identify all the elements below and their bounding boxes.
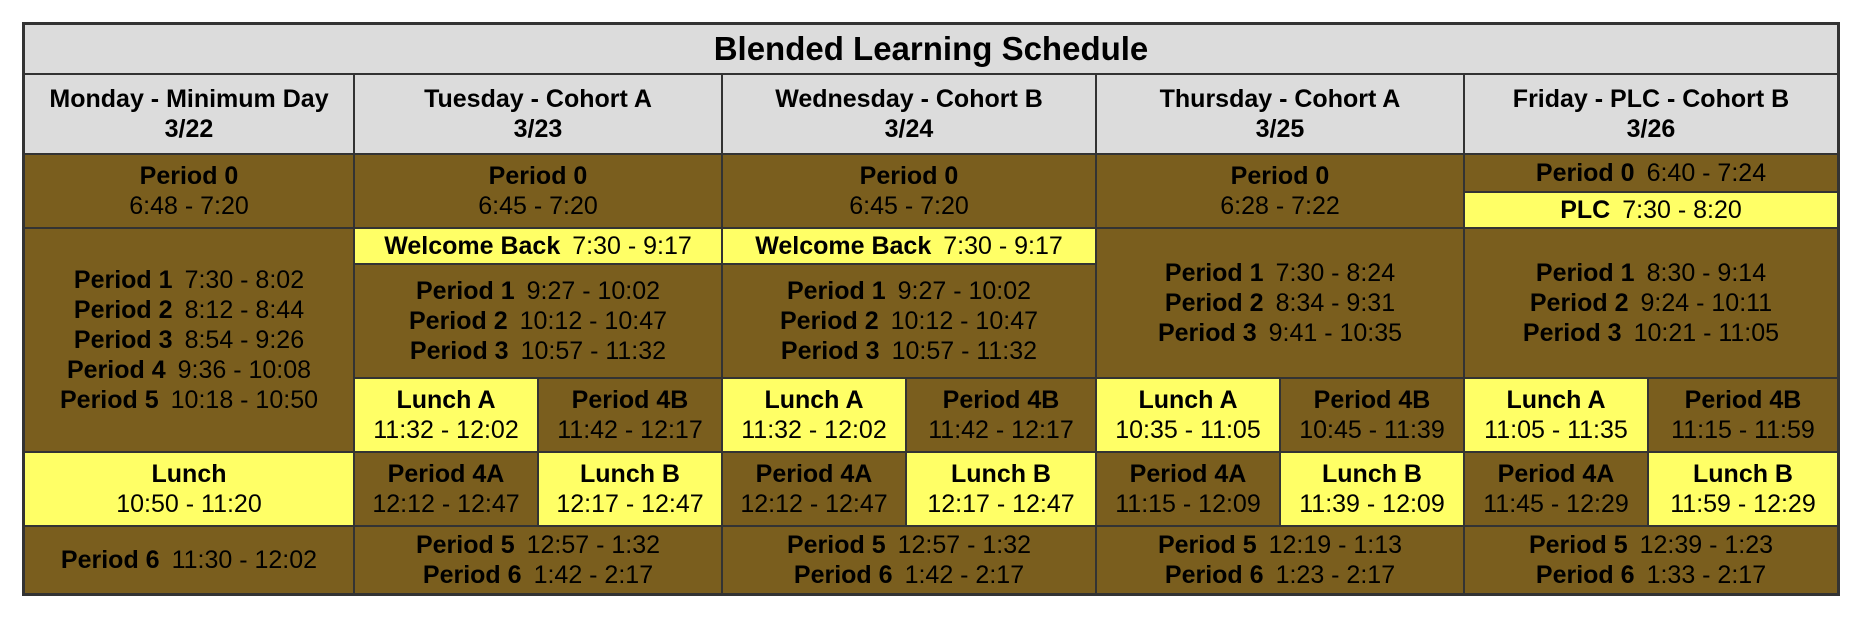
wednesday-lunch-a (722, 378, 906, 452)
monday-period-0 (24, 154, 354, 228)
lunch-label: Lunch B (580, 460, 680, 488)
period-time: 10:18 - 10:50 (170, 386, 318, 414)
period-label: Period 0 (488, 162, 588, 190)
period-label: Period 1 (1535, 259, 1635, 287)
thursday-period-0 (1096, 154, 1464, 228)
period-row (61, 545, 317, 575)
period-label: Period 6 (1535, 561, 1635, 589)
period-time: 12:12 - 12:47 (372, 490, 520, 518)
period-label: Period 3 (409, 337, 509, 365)
period-row (1158, 530, 1402, 560)
lunch-label: Lunch A (764, 386, 864, 414)
period-label: Period 4B (1684, 386, 1802, 414)
period-row (74, 265, 304, 295)
thursday-periods-5-6 (1096, 526, 1464, 594)
friday-periods-1-3 (1464, 228, 1838, 378)
period-row (794, 560, 1024, 590)
period-label: Period 0 (1230, 162, 1330, 190)
period-time: 8:30 - 9:14 (1646, 259, 1767, 287)
tuesday-periods-1-3 (354, 264, 722, 378)
period-row (1530, 288, 1772, 318)
period-time: 11:15 - 11:59 (1671, 416, 1815, 444)
thursday-period-4b (1280, 378, 1464, 452)
plc-time: 7:30 - 8:20 (1622, 196, 1742, 224)
lunch-label: Lunch A (1506, 386, 1606, 414)
monday-periods-1-5 (24, 228, 354, 452)
wednesday-periods-5-6 (722, 526, 1096, 594)
period-time: 6:28 - 7:22 (1220, 192, 1340, 220)
period-label: Period 4B (942, 386, 1060, 414)
period-time: 9:24 - 10:11 (1640, 289, 1773, 317)
lunch-time: 11:32 - 12:02 (741, 416, 887, 444)
period-row (416, 276, 660, 306)
period-row (1523, 318, 1779, 348)
wednesday-period-0 (722, 154, 1096, 228)
period-label: Period 5 (786, 531, 886, 559)
header-wednesday-name: Wednesday - Cohort B (775, 85, 1043, 113)
lunch-time: 11:39 - 12:09 (1299, 490, 1445, 518)
friday-lunch-a (1464, 378, 1648, 452)
period-time: 1:42 - 2:17 (904, 561, 1025, 589)
welcome-label: Welcome Back (755, 232, 932, 260)
period-row (1529, 530, 1773, 560)
period-label: Period 3 (73, 326, 173, 354)
header-monday (24, 74, 354, 154)
period-label: Period 4A (755, 460, 873, 488)
lunch-label: Lunch B (1322, 460, 1422, 488)
period-time: 1:42 - 2:17 (533, 561, 654, 589)
friday-period-0 (1464, 154, 1838, 192)
period-time: 6:40 - 7:24 (1646, 159, 1767, 187)
period-label: Period 1 (415, 277, 515, 305)
welcome-row (755, 231, 1063, 261)
period-row (1536, 158, 1766, 188)
period-time: 10:57 - 11:32 (891, 337, 1038, 365)
period-label: Period 5 (415, 531, 515, 559)
period-label: Period 3 (1157, 319, 1257, 347)
period-row (74, 295, 304, 325)
monday-period-6 (24, 526, 354, 594)
period-row (1165, 258, 1395, 288)
period-label: Period 6 (422, 561, 522, 589)
lunch-time: 10:35 - 11:05 (1115, 416, 1261, 444)
welcome-label: Welcome Back (384, 232, 561, 260)
lunch-label: Lunch A (1138, 386, 1238, 414)
period-row (1165, 560, 1395, 590)
period-row (1536, 560, 1766, 590)
wednesday-lunch-b (906, 452, 1096, 526)
period-label: Period 4A (1129, 460, 1247, 488)
period-time: 6:48 - 7:20 (129, 192, 249, 220)
period-label: Period 2 (73, 296, 173, 324)
period-label: Period 3 (780, 337, 880, 365)
period-label: Period 0 (1535, 159, 1635, 187)
period-label: Period 2 (409, 307, 508, 335)
schedule-table (22, 22, 1840, 596)
lunch-time: 10:50 - 11:20 (116, 490, 262, 518)
period-time: 9:36 - 10:08 (177, 356, 312, 384)
period-time: 8:34 - 9:31 (1275, 289, 1396, 317)
period-time: 8:12 - 8:44 (184, 296, 305, 324)
period-time: 6:45 - 7:20 (849, 192, 969, 220)
period-label: Period 1 (1164, 259, 1264, 287)
lunch-time: 11:59 - 12:29 (1670, 490, 1816, 518)
period-row (74, 325, 304, 355)
period-time: 10:45 - 11:39 (1299, 416, 1445, 444)
friday-period-4b (1648, 378, 1838, 452)
period-row (781, 336, 1037, 366)
period-time: 12:19 - 1:13 (1268, 531, 1403, 559)
period-time: 11:42 - 12:17 (557, 416, 703, 444)
wednesday-period-4b (906, 378, 1096, 452)
period-time: 11:42 - 12:17 (928, 416, 1074, 444)
tuesday-period-4a (354, 452, 538, 526)
period-row (787, 530, 1031, 560)
welcome-time: 7:30 - 9:17 (943, 232, 1063, 260)
period-row (410, 336, 666, 366)
lunch-time: 11:32 - 12:02 (373, 416, 519, 444)
period-time: 9:41 - 10:35 (1268, 319, 1403, 347)
period-row (787, 276, 1031, 306)
period-label: Period 1 (73, 266, 173, 294)
wednesday-periods-1-3 (722, 264, 1096, 378)
period-time: 1:33 - 2:17 (1646, 561, 1767, 589)
period-label: Period 0 (859, 162, 959, 190)
schedule-title (24, 24, 1838, 74)
monday-lunch (24, 452, 354, 526)
period-time: 12:39 - 1:23 (1639, 531, 1774, 559)
tuesday-lunch-a (354, 378, 538, 452)
period-label: Period 3 (1522, 319, 1622, 347)
header-tuesday-name: Tuesday - Cohort A (424, 85, 652, 113)
period-row (409, 306, 667, 336)
period-time: 11:30 - 12:02 (171, 546, 318, 574)
period-label: Period 6 (1164, 561, 1264, 589)
period-row (423, 560, 653, 590)
period-label: Period 2 (1164, 289, 1264, 317)
period-time: 12:57 - 1:32 (526, 531, 661, 559)
header-tuesday (354, 74, 722, 154)
header-thursday-name: Thursday - Cohort A (1159, 85, 1401, 113)
period-time: 6:45 - 7:20 (478, 192, 598, 220)
thursday-period-4a (1096, 452, 1280, 526)
plc-label: PLC (1560, 196, 1611, 224)
period-label: Period 5 (1528, 531, 1628, 559)
period-time: 7:30 - 8:24 (1275, 259, 1396, 287)
period-label: Period 2 (1529, 289, 1629, 317)
period-label: Period 6 (60, 546, 160, 574)
thursday-periods-1-3 (1096, 228, 1464, 378)
period-time: 1:23 - 2:17 (1275, 561, 1396, 589)
period-time: 12:12 - 12:47 (740, 490, 888, 518)
period-time: 8:54 - 9:26 (184, 326, 305, 354)
header-wednesday-date: 3/24 (884, 115, 934, 143)
plc-row (1560, 195, 1742, 225)
period-row (60, 385, 318, 415)
period-label: Period 5 (1157, 531, 1257, 559)
period-label: Period 4 (66, 356, 166, 384)
wednesday-period-4a (722, 452, 906, 526)
period-label: Period 2 (780, 307, 879, 335)
header-friday-date: 3/26 (1626, 115, 1676, 143)
period-time: 11:15 - 12:09 (1115, 490, 1261, 518)
period-label: Period 4B (571, 386, 689, 414)
friday-period-4a (1464, 452, 1648, 526)
lunch-label: Lunch (151, 460, 227, 488)
period-label: Period 4A (1497, 460, 1615, 488)
tuesday-period-4b (538, 378, 722, 452)
header-wednesday (722, 74, 1096, 154)
lunch-label: Lunch B (1693, 460, 1793, 488)
period-time: 12:57 - 1:32 (897, 531, 1032, 559)
header-thursday-date: 3/25 (1255, 115, 1305, 143)
period-label: Period 4B (1313, 386, 1431, 414)
lunch-time: 12:17 - 12:47 (927, 490, 1075, 518)
lunch-time: 11:05 - 11:35 (1484, 416, 1628, 444)
period-time: 10:21 - 11:05 (1633, 319, 1780, 347)
header-monday-date: 3/22 (164, 115, 214, 143)
period-time: 10:12 - 10:47 (890, 307, 1038, 335)
tuesday-lunch-b (538, 452, 722, 526)
period-label: Period 1 (786, 277, 886, 305)
period-row (780, 306, 1038, 336)
header-thursday (1096, 74, 1464, 154)
wednesday-welcome-back (722, 228, 1096, 264)
friday-plc (1464, 192, 1838, 228)
period-row (1158, 318, 1402, 348)
friday-lunch-b (1648, 452, 1838, 526)
header-tuesday-date: 3/23 (513, 115, 563, 143)
period-time: 9:27 - 10:02 (897, 277, 1032, 305)
header-monday-name: Monday - Minimum Day (49, 85, 329, 113)
thursday-lunch-a (1096, 378, 1280, 452)
period-time: 10:57 - 11:32 (520, 337, 667, 365)
period-row (1536, 258, 1766, 288)
tuesday-periods-5-6 (354, 526, 722, 594)
schedule-title-text: Blended Learning Schedule (713, 30, 1149, 68)
period-time: 7:30 - 8:02 (184, 266, 305, 294)
period-label: Period 4A (387, 460, 505, 488)
lunch-label: Lunch A (396, 386, 496, 414)
friday-periods-5-6 (1464, 526, 1838, 594)
period-time: 10:12 - 10:47 (519, 307, 667, 335)
lunch-label: Lunch B (951, 460, 1051, 488)
period-label: Period 5 (60, 386, 159, 414)
welcome-time: 7:30 - 9:17 (572, 232, 692, 260)
lunch-time: 12:17 - 12:47 (556, 490, 704, 518)
tuesday-welcome-back (354, 228, 722, 264)
period-row (1165, 288, 1395, 318)
period-time: 9:27 - 10:02 (526, 277, 661, 305)
period-time: 11:45 - 12:29 (1483, 490, 1629, 518)
welcome-row (384, 231, 692, 261)
thursday-lunch-b (1280, 452, 1464, 526)
period-row (416, 530, 660, 560)
period-label: Period 0 (139, 162, 239, 190)
header-friday-name: Friday - PLC - Cohort B (1512, 85, 1790, 113)
period-label: Period 6 (793, 561, 893, 589)
header-friday (1464, 74, 1838, 154)
period-row (67, 355, 311, 385)
tuesday-period-0 (354, 154, 722, 228)
